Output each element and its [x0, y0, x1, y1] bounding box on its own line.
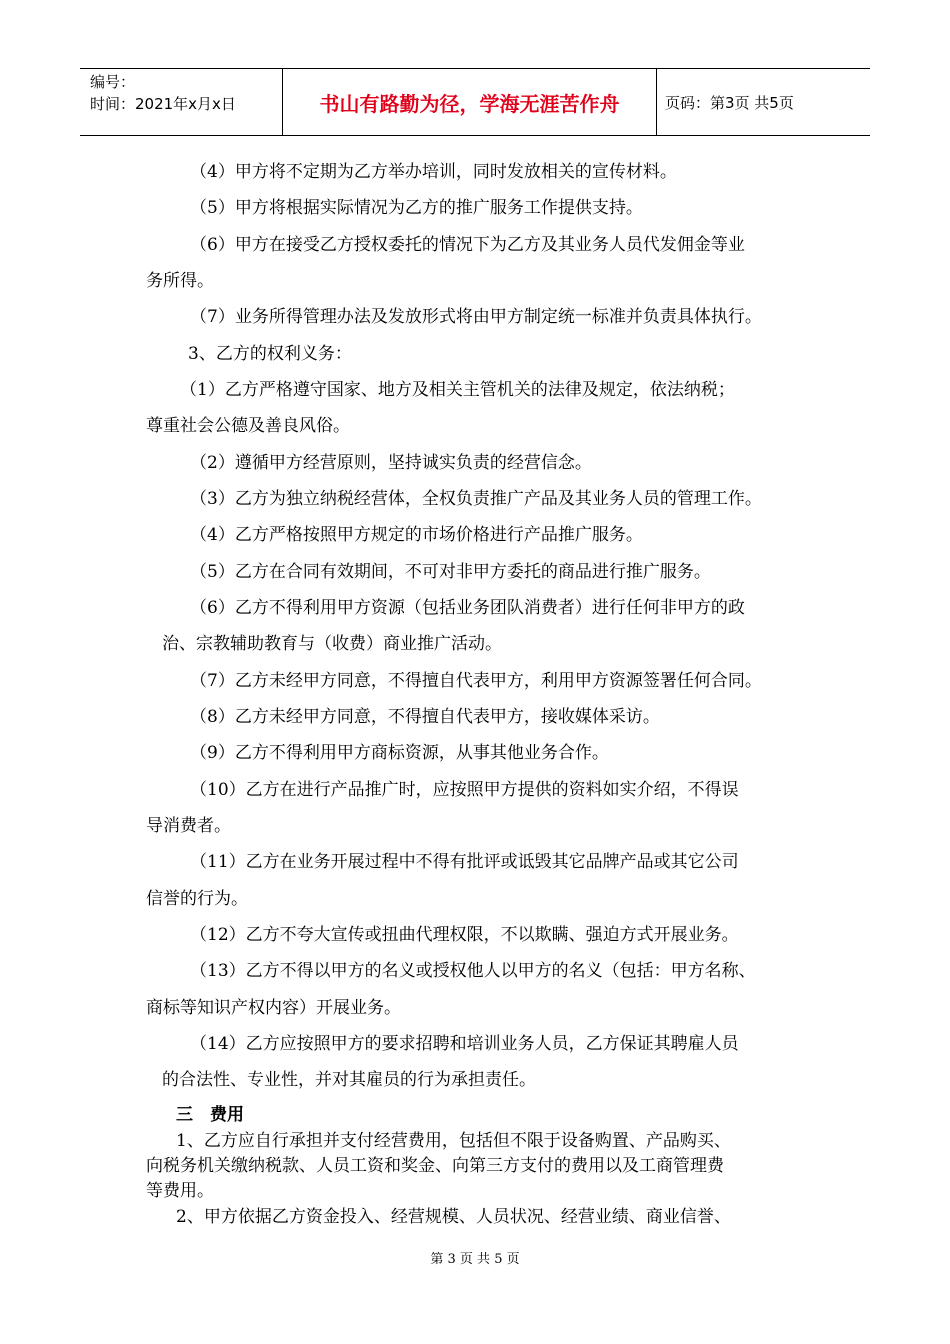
paragraph-line: （14）乙方应按照甲方的要求招聘和培训业务人员，乙方保证其聘雇人员 — [190, 1034, 739, 1054]
paragraph-line: 务所得。 — [146, 271, 214, 291]
paragraph-line: 1、乙方应自行承担并支付经营费用，包括但不限于设备购置、产品购买、 — [176, 1131, 731, 1151]
header-page-number: 页码：第3页 共5页 — [665, 93, 794, 112]
page-footer: 第 3 页 共 5 页 — [430, 1252, 520, 1267]
header-motto: 书山有路勤为径，学海无涯苦作舟 — [283, 69, 657, 135]
paragraph-line: （6）乙方不得利用甲方资源（包括业务团队消费者）进行任何非甲方的政 — [190, 598, 745, 618]
paragraph-line: （3）乙方为独立纳税经营体，全权负责推广产品及其业务人员的管理工作。 — [190, 489, 762, 509]
paragraph-line: （8）乙方未经甲方同意，不得擅自代表甲方，接收媒体采访。 — [190, 707, 660, 727]
paragraph-line: （1）乙方严格遵守国家、地方及相关主管机关的法律及规定，依法纳税； — [180, 380, 735, 400]
paragraph-line: 导消费者。 — [146, 816, 231, 836]
paragraph-line: （5）甲方将根据实际情况为乙方的推广服务工作提供支持。 — [190, 198, 643, 218]
document-number-label: 编号： — [90, 73, 136, 91]
paragraph-line: （10）乙方在进行产品推广时，应按照甲方提供的资料如实介绍，不得误 — [190, 780, 739, 800]
paragraph-line: （2）遵循甲方经营原则，坚持诚实负责的经营信念。 — [190, 453, 592, 473]
paragraph-line: 商标等知识产权内容）开展业务。 — [146, 998, 401, 1018]
paragraph-line: （5）乙方在合同有效期间，不可对非甲方委托的商品进行推广服务。 — [190, 562, 711, 582]
paragraph-line: 等费用。 — [146, 1181, 214, 1201]
paragraph-line: （9）乙方不得利用甲方商标资源，从事其他业务合作。 — [190, 743, 609, 763]
page-header — [80, 68, 870, 136]
paragraph-line: 向税务机关缴纳税款、人员工资和奖金、向第三方支付的费用以及工商管理费 — [146, 1156, 724, 1176]
paragraph-line: 的合法性、专业性，并对其雇员的行为承担责任。 — [162, 1070, 536, 1090]
document-date-label: 时间：2021年x月x日 — [90, 95, 236, 113]
paragraph-line: （4）乙方严格按照甲方规定的市场价格进行产品推广服务。 — [190, 525, 643, 545]
paragraph-line: 2、甲方依据乙方资金投入、经营规模、人员状况、经营业绩、商业信誉、 — [176, 1207, 731, 1227]
paragraph-line: 尊重社会公德及善良风俗。 — [146, 416, 350, 436]
paragraph-line: （13）乙方不得以甲方的名义或授权他人以甲方的名义（包括：甲方名称、 — [190, 961, 756, 981]
paragraph-line: （7）乙方未经甲方同意，不得擅自代表甲方，利用甲方资源签署任何合同。 — [190, 671, 762, 691]
paragraph-line: （4）甲方将不定期为乙方举办培训，同时发放相关的宣传材料。 — [190, 162, 677, 182]
paragraph-line: （12）乙方不夸大宣传或扭曲代理权限，不以欺瞒、强迫方式开展业务。 — [190, 925, 739, 945]
section-heading: 三 费用 — [176, 1105, 244, 1125]
paragraph-line: 信誉的行为。 — [146, 889, 248, 909]
paragraph-line: （6）甲方在接受乙方授权委托的情况下为乙方及其业务人员代发佣金等业 — [190, 235, 745, 255]
paragraph-line: （7）业务所得管理办法及发放形式将由甲方制定统一标准并负责具体执行。 — [190, 307, 762, 327]
header-info-cell — [80, 69, 283, 135]
paragraph-line: （11）乙方在业务开展过程中不得有批评或诋毁其它品牌产品或其它公司 — [190, 852, 739, 872]
section-subheading: 3、乙方的权利义务： — [188, 344, 352, 364]
paragraph-line: 治、宗教辅助教育与（收费）商业推广活动。 — [162, 634, 502, 654]
